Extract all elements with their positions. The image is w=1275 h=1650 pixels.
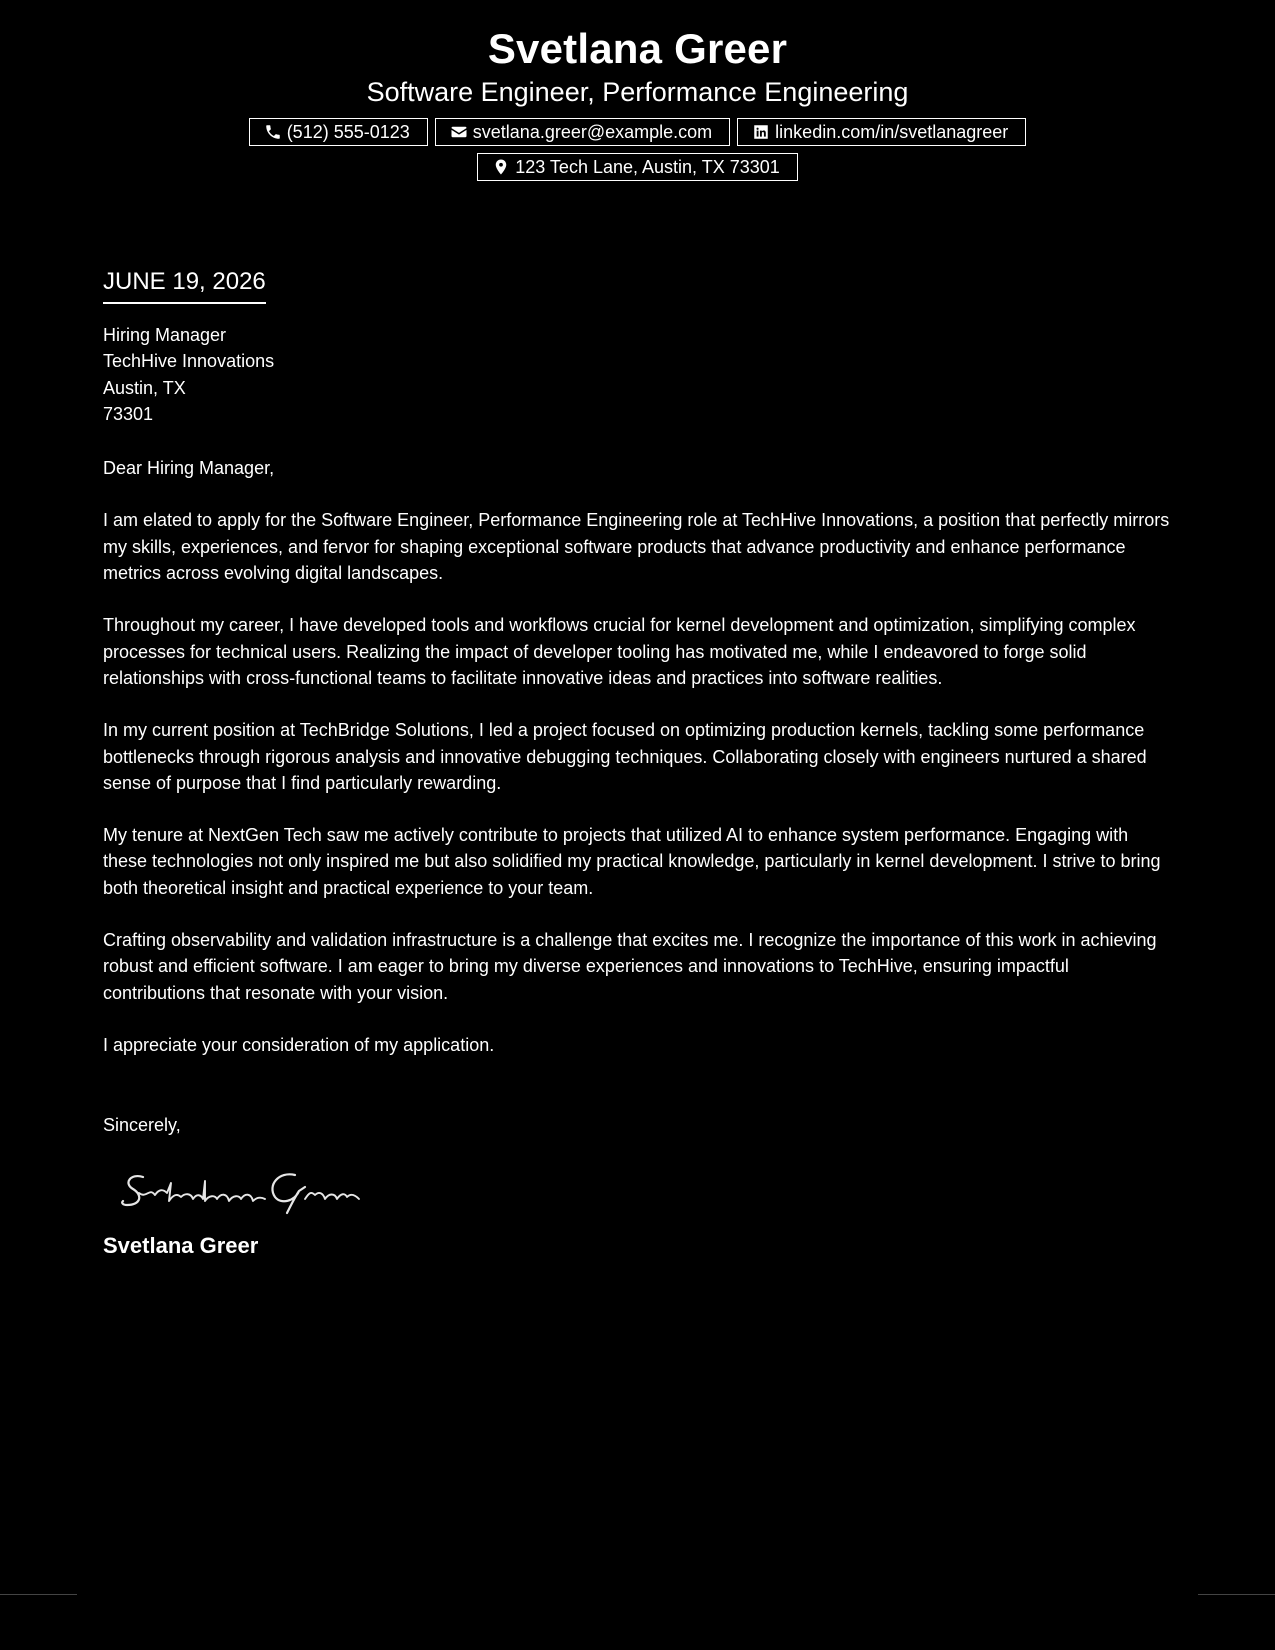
recipient-zip: 73301 [103,403,154,424]
envelope-icon [450,123,468,141]
signer-name: Svetlana Greer [103,1232,259,1258]
phone-text: (512) 555-0123 [286,121,410,142]
linkedin-text: linkedin.com/in/svetlanagreer [775,121,1009,142]
address-text: 123 Tech Lane, Austin, TX 73301 [515,156,780,177]
footer-rule-left [0,1594,77,1595]
paragraph-2: Throughout my career, I have developed tools and workflows crucial for kernel development and optimization, simplifying complex processes for technical users. Realizing the impact of developer tooling has motivated me, while I endeavored to forge solid relationships with cross-functional teams to facilitate innovative ideas and practices into software realities. [103,615,1136,688]
email-chip [435,118,730,146]
paragraph-4: My tenure at NextGen Tech saw me actively contribute to projects that utilized AI to enhance system performance. Engaging with these technologies not only inspired me but also solidified my practical knowledge, particularly in kernel development. I strive to bring both theoretical insight and practical experience to your team. [103,825,1161,898]
map-marker-icon [492,158,510,176]
applicant-name: Svetlana Greer [487,25,788,72]
address-chip [477,153,798,181]
recipient-company: TechHive Innovations [103,351,275,372]
footer-rule-right [1198,1594,1275,1595]
recipient-city: Austin, TX [103,377,186,398]
phone-icon [264,123,282,141]
paragraph-5: Crafting observability and validation infrastructure is a challenge that excites me. I recognize the importance of this work in achieving robust and efficient software. I am eager to bring my diverse experiences and innovations to TechHive, ensuring impactful contributions that resonate with your vision. [103,930,1157,1003]
letter-date: JUNE 19, 2026 [103,264,266,304]
letter-header [0,22,1275,188]
contact-row-1 [0,118,1275,146]
linkedin-icon [752,123,770,141]
closing: Sincerely, [103,1115,181,1136]
contact-row-2 [0,153,1275,181]
linkedin-chip [737,118,1026,146]
email-text: svetlana.greer@example.com [472,121,713,142]
recipient-block [103,322,1173,427]
paragraph-1: I am elated to apply for the Software Engineer, Performance Engineering role at TechHive Innovations, a position that perfectly mirrors my skills, experiences, and fervor for shaping exceptional software products that advance productivity and enhance performance metrics across evolving digital landscapes. [103,510,1170,584]
recipient-title: Hiring Manager [103,325,227,345]
handwritten-signature [119,1159,1173,1229]
paragraph-6: I appreciate your consideration of my application. [103,1034,495,1055]
paragraph-3: In my current position at TechBridge Solutions, I led a project focused on optimizing production kernels, tackling some performance bottlenecks through rigorous analysis and innovative debugging techniques. Collaborating closely with engineers nurtured a shared sense of purpose that I find particularly rewarding. [103,720,1147,793]
letter-body [103,264,1173,1259]
phone-chip [249,118,428,146]
applicant-role: Software Engineer, Performance Engineering [366,77,909,107]
salutation: Dear Hiring Manager, [103,458,275,479]
